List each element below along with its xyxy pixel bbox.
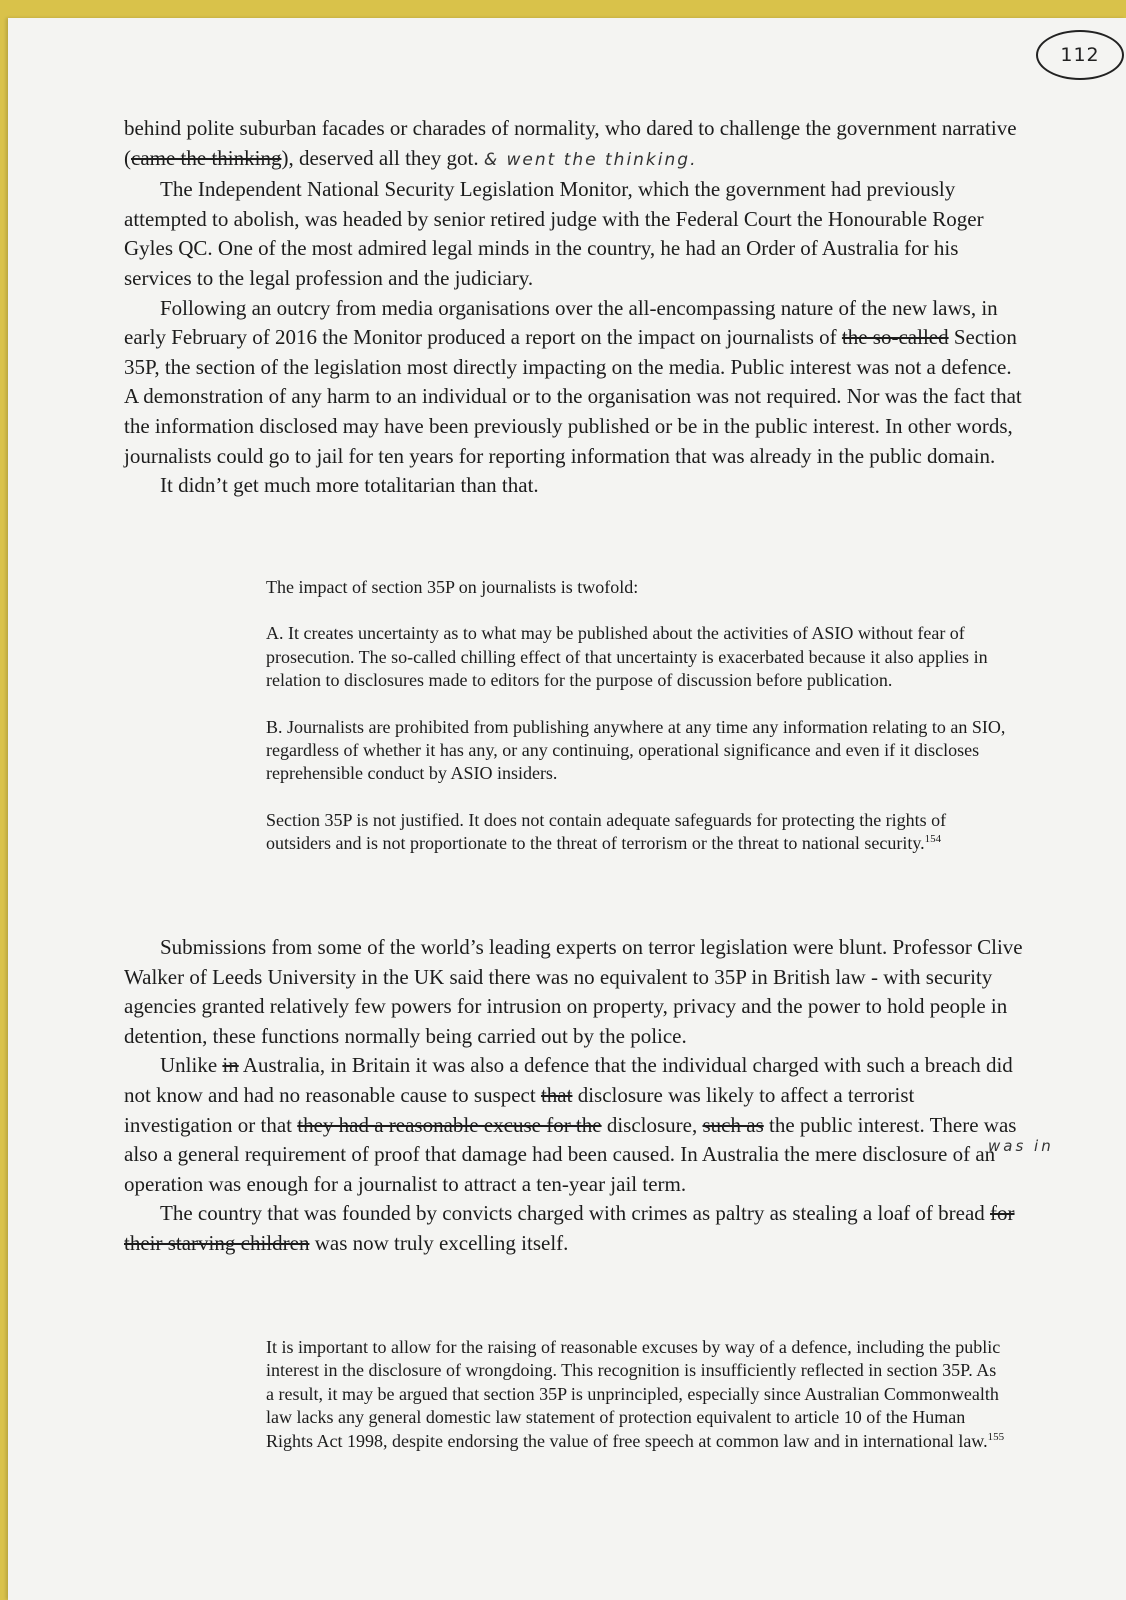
quote2-text: It is important to allow for the raising of reasonable excuses by way of a defence, including the public interest in the disclosure of wrongdoing. This recognition is insufficiently reflected in section 35P. As a result, it may be argued that section 35P is unprincipled, especially since Australian Commonwealth law lacks any general domestic law statement of protection equivalent to article 10 of the Human Rights Act 1998, despite endorsing the value of free speech at common law and in international law.$^{155}$ bbox=[266, 1337, 1005, 1451]
body-text-bottom bbox=[124, 933, 1024, 1259]
block-quote-2 bbox=[266, 1336, 1006, 1453]
paragraph-5: Submissions from some of the world’s leading experts on terror legislation were blunt. Professor Clive Walker of Leeds University in the UK said there was no equivalent to 35P in British law - with security agencies granted relatively few powers for intrusion on property, privacy and the power to hold people in detention, these functions normally being carried out by the police. bbox=[124, 935, 1023, 1048]
page-number: 112 bbox=[1036, 30, 1124, 80]
quote-point-b: B. Journalists are prohibited from publishing anywhere at any time any information relating to an SIO, regardless of whether it has any, or any continuing, operational significance and even if it discloses reprehensible conduct by ASIO insiders. bbox=[266, 716, 1006, 784]
quote-intro: The impact of section 35P on journalists is twofold: bbox=[266, 577, 639, 597]
body-text-top bbox=[124, 114, 1024, 501]
paragraph-7: The country that was founded by convicts charged with crimes as paltry as stealing a loaf of bread for their starving children was now truly excelling itself. bbox=[124, 1201, 1015, 1255]
quote-conclusion: Section 35P is not justified. It does not contain adequate safeguards for protecting the rights of outsiders and is not proportionate to the threat of terrorism or the threat to national security.$^{154}$ bbox=[266, 809, 947, 854]
paragraph-4: It didn’t get much more totalitarian than that. bbox=[160, 473, 539, 498]
block-quote-1 bbox=[266, 576, 1006, 856]
struck-text: the so-called bbox=[841, 325, 949, 350]
margin-handwritten-note: was in bbox=[988, 1137, 1054, 1155]
paragraph-1: behind polite suburban facades or charades of normality, who dared to challenge the government narrative (came the thinking), deserved all they got. & went the thinking. bbox=[124, 116, 1017, 170]
footnote-marker: 154 bbox=[924, 833, 942, 846]
handwritten-note: & went the thinking. bbox=[483, 149, 698, 170]
quote-point-a: A. It creates uncertainty as to what may be published about the activities of ASIO without fear of prosecution. The so-called chilling effect of that uncertainty is exacerbated because it also applies in relation to disclosures made to editors for the purpose of discussion before publication. bbox=[266, 623, 988, 691]
struck-text: came the thinking bbox=[131, 145, 282, 170]
footnote-marker: 155 bbox=[987, 1430, 1005, 1443]
paragraph-6: Unlike in Australia, in Britain it was also a defence that the individual charged with such a breach did not know and had no reasonable cause to suspect that disclosure was likely to affect a terrorist investigation or that they had a reasonable excuse for the disclosure, such as the public interest. There was also a general requirement of proof that damage had been caused. In Australia the mere disclosure of an operation was enough for a journalist to attract a ten-year jail term. bbox=[124, 1053, 1017, 1196]
paragraph-2: The Independent National Security Legislation Monitor, which the government had previously attempted to abolish, was headed by senior retired judge with the Federal Court the Honourable Roger Gyles QC. One of the most admired legal minds in the country, he had an Order of Australia for his services to the legal profession and the judiciary. bbox=[124, 177, 984, 290]
paragraph-3: Following an outcry from media organisations over the all-encompassing nature of the new laws, in early February of 2016 the Monitor produced a report on the impact on journalists of the so-called Section 35P, the section of the legislation most directly impacting on the media. Public interest was not a defence. A demonstration of any harm to an individual or to the organisation was not required. Nor was the fact that the information disclosed may have been previously published or be in the public interest. In other words, journalists could go to jail for ten years for reporting information that was already in the public domain. bbox=[124, 295, 1022, 468]
